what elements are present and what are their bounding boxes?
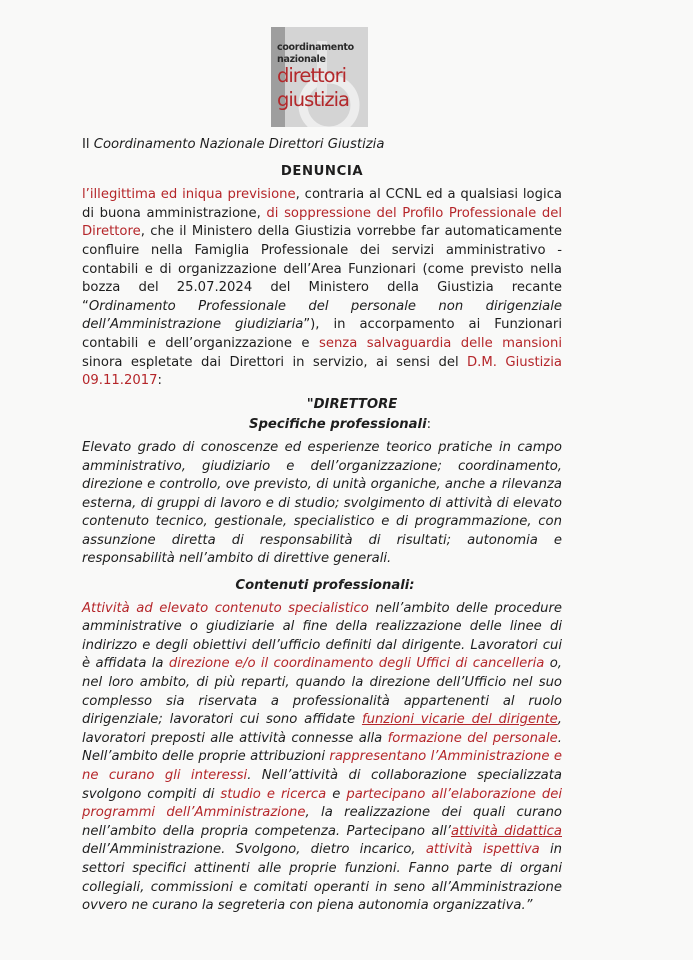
profile-title: "DIRETTORE: [306, 396, 398, 412]
highlight-formazione: formazione del personale: [387, 730, 558, 746]
section-title-colon: :: [426, 417, 432, 433]
highlight-illegittima: l’illegittima ed iniqua previsione: [82, 187, 296, 203]
text-span: , che il Ministero della Giustizia vorrebbe far automaticamente confluire nella Famiglia Professionale dei servizi amministrativo - contabili e di organizzazione dell’Area Funzionari (come previsto nella bozza del 25.07.2024 del Ministero della Giustizia recante “: [82, 224, 562, 314]
text-span: o, nel loro ambito, di più reparti, quando la direzione dell’Ufficio nel suo complesso sia riservata a professionalità appartenenti al ruolo dirigenziale; lavoratori cui sono affidate: [82, 656, 562, 728]
organization-logo: [271, 27, 368, 127]
document-body: [82, 136, 562, 916]
highlight-elevato-contenuto: Attività ad elevato contenuto specialistico: [82, 600, 369, 616]
text-span: :: [157, 373, 162, 389]
heading-denuncia: DENUNCIA: [280, 163, 364, 179]
paragraph-denuncia: [82, 186, 562, 391]
logo-text-nazionale: nazionale: [277, 54, 326, 65]
text-span: . Nell’ambito delle proprie attribuzioni: [82, 730, 562, 765]
text-span: in settori specifici attinenti alle proprie funzioni. Fanno parte di organi collegiali, commissioni e comitati operanti in seno all’Amministrazione ovvero ne curano la segreteria con piena autonomia organizzativa.”: [82, 842, 562, 914]
highlight-direzione-coordinamento: direzione e/o il coordinamento degli Uffici di cancelleria: [168, 656, 545, 672]
highlight-studio-ricerca: studio e ricerca: [220, 786, 327, 802]
highlight-senza-salvaguardia: senza salvaguardia delle mansioni: [318, 335, 563, 351]
intro-organization: Coordinamento Nazionale Direttori Giustizia: [93, 137, 385, 152]
paragraph-specifiche: Elevato grado di conoscenze ed esperienze teorico pratiche in campo amministrativo, giudiziario e dell’organizzazione; coordinamento, direzione e controllo, ove previsto, di unità organiche, anche a rilevanza esterna, di gruppi di lavoro e di studio; svolgimento di attività di elevato contenuto tecnico, gestionale, specialistico e di programmazione, con assunzione diretta di responsabilità di risultati; autonomia e responsabilità nell’ambito di direttive generali.: [82, 439, 562, 567]
highlight-rappresentano: rappresentano l’Amministrazione e ne curano gli interessi: [82, 749, 562, 783]
logo-text-giustizia: giustizia: [277, 88, 349, 111]
intro-line: [82, 136, 562, 155]
section-title-text: Specifiche professionali: [248, 417, 427, 433]
highlight-elaborazione-programmi: partecipano all’elaborazione dei programmi dell’Amministrazione: [82, 786, 563, 821]
text-span: e: [326, 786, 347, 802]
text-span: , lavoratori preposti alle attività connesse alla: [82, 712, 562, 746]
logo-text-coordinamento: coordinamento: [277, 42, 354, 53]
text-span: dell’Amministrazione. Svolgono, dietro incarico,: [82, 842, 426, 858]
text-span: sinora espletate dai Direttori in servizio, ai sensi del: [82, 354, 468, 370]
highlight-attivita-didattica: attività didattica: [450, 823, 562, 839]
text-span: nell’ambito delle procedure amministrative o giudiziarie al fine della realizzazione delle linee di indirizzo e degli obiettivi dell’ufficio definiti dal dirigente. Lavoratori cui è affidata la: [82, 600, 563, 672]
text-span: , contraria al CCNL ed a qualsiasi logica di buona amministrazione,: [82, 187, 562, 221]
logo-text-direttori: direttori: [277, 64, 347, 87]
section-title-contenuti: Contenuti professionali:: [235, 578, 415, 594]
text-span: ”), in accorpamento ai Funzionari contabili e dell’organizzazione e: [82, 317, 562, 351]
intro-prefix: Il: [82, 137, 94, 152]
text-span: . Nell’attività di collaborazione specializzata svolgono compiti di: [82, 768, 563, 802]
highlight-attivita-ispettiva: attività ispettiva: [425, 842, 540, 858]
highlight-funzioni-vicarie: funzioni vicarie del dirigente: [361, 712, 558, 728]
text-span: , la realizzazione dei quali curano nell’ambito della propria competenza. Partecipano all’: [82, 805, 563, 839]
highlight-decree: D.M. Giustizia 09.11.2017: [82, 354, 562, 389]
highlight-soppressione: di soppressione del Profilo Professionale del Direttore: [82, 205, 562, 240]
document-title-reference: Ordinamento Professionale del personale non dirigenziale dell’Amministrazione giudiziaria: [82, 298, 562, 333]
section-title-specifiche: [82, 416, 562, 435]
paragraph-contenuti: [82, 600, 562, 916]
